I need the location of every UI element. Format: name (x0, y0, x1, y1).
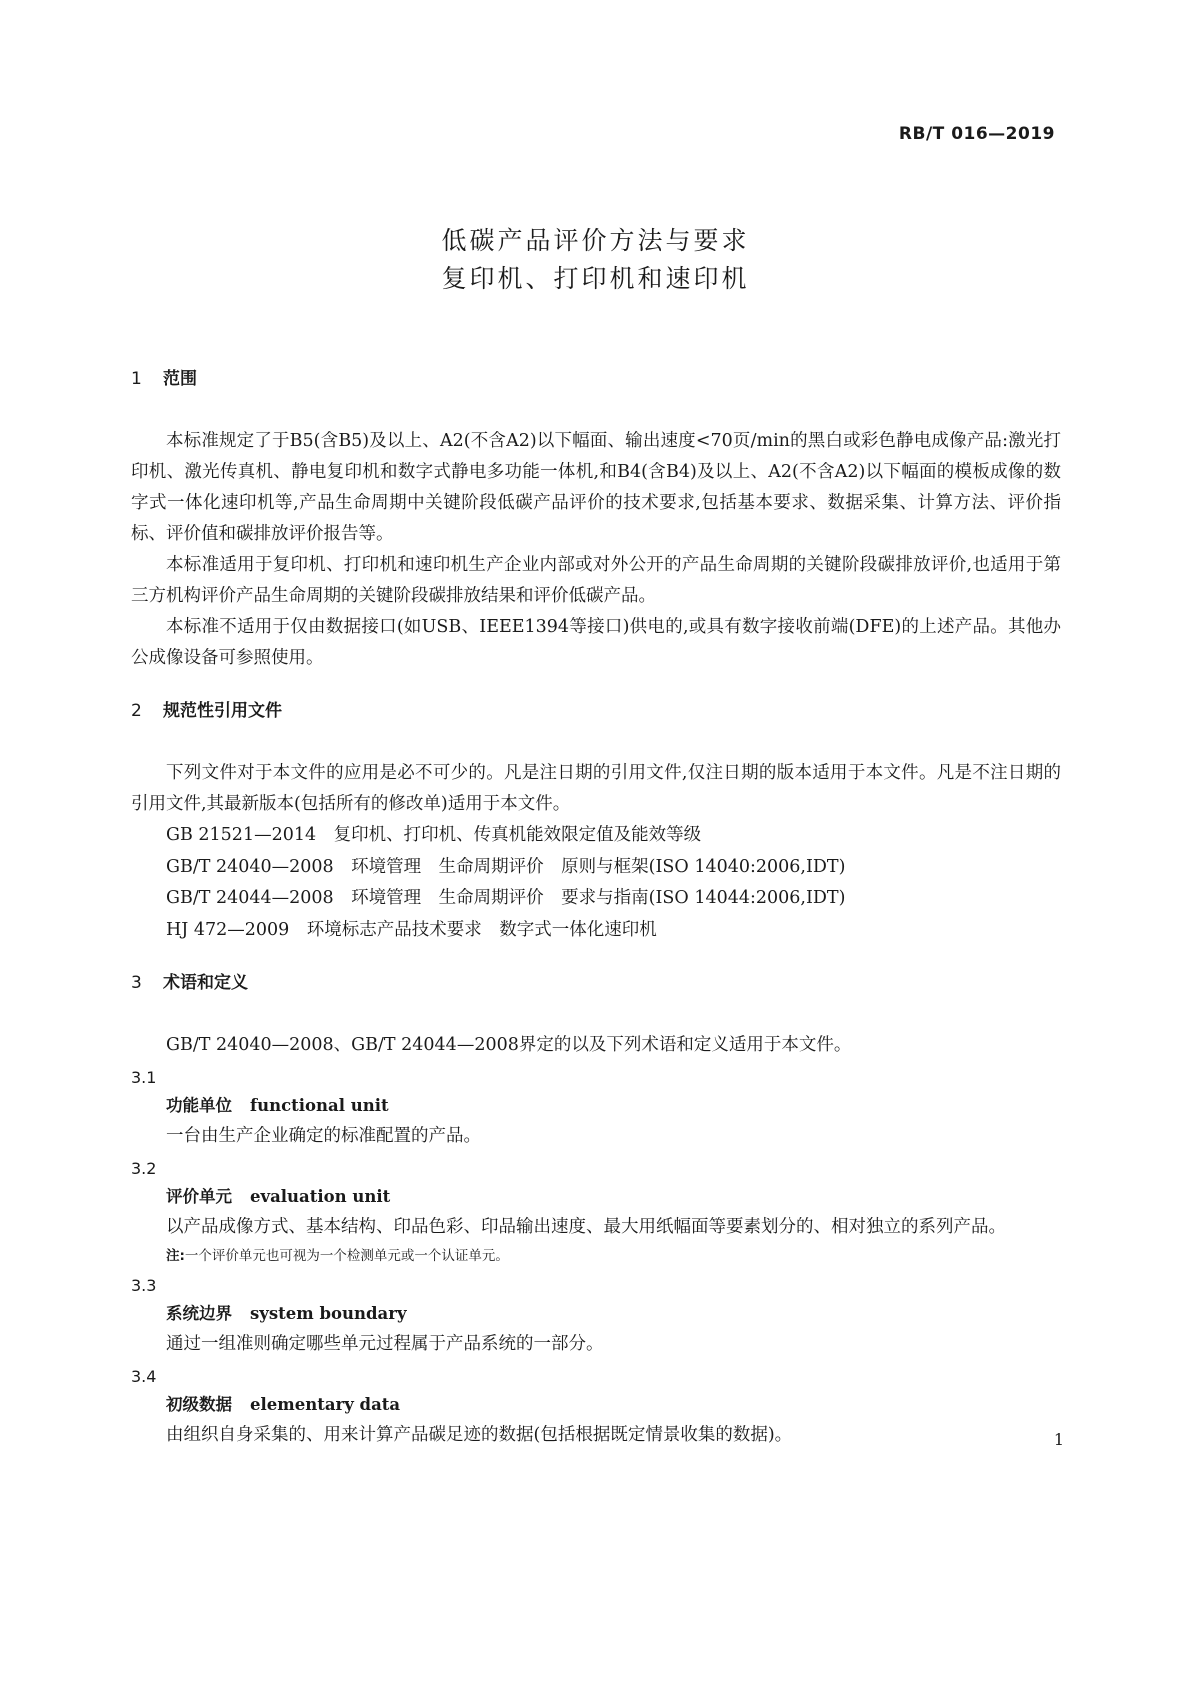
references-intro: 下列文件对于本文件的应用是必不可少的。凡是注日期的引用文件,仅注日期的版本适用于本文件。凡是不注日期的引用文件,其最新版本(包括所有的修改单)适用于本文件。 (131, 763, 1061, 814)
term-number: 3.3 (131, 1276, 157, 1295)
terms-intro: GB/T 24040—2008、GB/T 24044—2008界定的以及下列术语和定义适用于本文件。 (166, 1035, 852, 1055)
term-name-en: elementary data (250, 1395, 401, 1414)
section-title: 术语和定义 (163, 973, 248, 993)
term-definition: 通过一组准则确定哪些单元过程属于产品系统的一部分。 (166, 1334, 604, 1354)
term-definition: 一台由生产企业确定的标准配置的产品。 (166, 1126, 481, 1146)
title-line-1: 低碳产品评价方法与要求 (441, 226, 750, 255)
scope-paragraph-2: 本标准适用于复印机、打印机和速印机生产企业内部或对外公开的产品生命周期的关键阶段碳排放评价,也适用于第三方机构评价产品生命周期的关键阶段碳排放结果和评价低碳产品。 (131, 555, 1061, 606)
term-number: 3.4 (131, 1367, 157, 1386)
scope-paragraph-3: 本标准不适用于仅由数据接口(如USB、IEEE1394等接口)供电的,或具有数字接收前端(DFE)的上述产品。其他办公成像设备可参照使用。 (131, 617, 1061, 668)
term-name-en: functional unit (250, 1096, 389, 1115)
term-name-en: evaluation unit (250, 1187, 391, 1206)
term-definition: 由组织自身采集的、用来计算产品碳足迹的数据(包括根据既定情景收集的数据)。 (166, 1425, 793, 1445)
section-title: 规范性引用文件 (163, 701, 282, 721)
term-name-en: system boundary (250, 1304, 407, 1323)
note-label: 注: (166, 1248, 185, 1264)
page-number: 1 (1053, 1430, 1064, 1449)
reference-item: GB/T 24040—2008 环境管理 生命周期评价 原则与框架(ISO 14040:2006,IDT) (166, 856, 846, 877)
document-body (131, 368, 1061, 1451)
note-text: 一个评价单元也可视为一个检测单元或一个认证单元。 (184, 1248, 509, 1264)
term-name-zh: 初级数据 (166, 1395, 232, 1414)
term-note (131, 1243, 1061, 1269)
reference-item: GB/T 24044—2008 环境管理 生命周期评价 要求与指南(ISO 14044:2006,IDT) (166, 888, 846, 908)
section-1-heading (131, 368, 1061, 390)
term-number: 3.2 (131, 1159, 157, 1178)
section-number: 1 (131, 369, 142, 389)
term-name-zh: 评价单元 (166, 1187, 232, 1206)
section-2-heading (131, 700, 1061, 722)
term-name (131, 1390, 1061, 1420)
term-name (131, 1091, 1061, 1121)
reference-item: HJ 472—2009 环境标志产品技术要求 数字式一体化速印机 (166, 919, 657, 940)
section-title: 范围 (163, 369, 197, 389)
scope-paragraph-1: 本标准规定了于B5(含B5)及以上、A2(不含A2)以下幅面、输出速度<70页/min的黑白或彩色静电成像产品:激光打印机、激光传真机、静电复印机和数字式静电多功能一体机,和B4(含B4)及以上、A2(不含A2)以下幅面的模板成像的数字式一体化速印机等,产品生命周期中关键阶段低碳产品评价的技术要求,包括基本要求、数据采集、计算方法、评价指标、评价值和碳排放评价报告等。 (131, 431, 1061, 544)
title-line-2: 复印机、打印机和速印机 (441, 264, 750, 293)
term-definition: 以产品成像方式、基本结构、印品色彩、印品输出速度、最大用纸幅面等要素划分的、相对独立的系列产品。 (166, 1217, 1006, 1237)
term-name-zh: 系统边界 (166, 1304, 232, 1323)
reference-item: GB 21521—2014 复印机、打印机、传真机能效限定值及能效等级 (166, 825, 702, 845)
standard-code: RB/T 016—2019 (898, 124, 1055, 144)
document-title (0, 222, 1191, 298)
term-name (131, 1299, 1061, 1329)
term-name-zh: 功能单位 (166, 1096, 232, 1115)
term-name (131, 1182, 1061, 1212)
section-number: 2 (131, 701, 142, 721)
section-3-heading (131, 972, 1061, 994)
section-number: 3 (131, 973, 142, 993)
term-number: 3.1 (131, 1068, 157, 1087)
